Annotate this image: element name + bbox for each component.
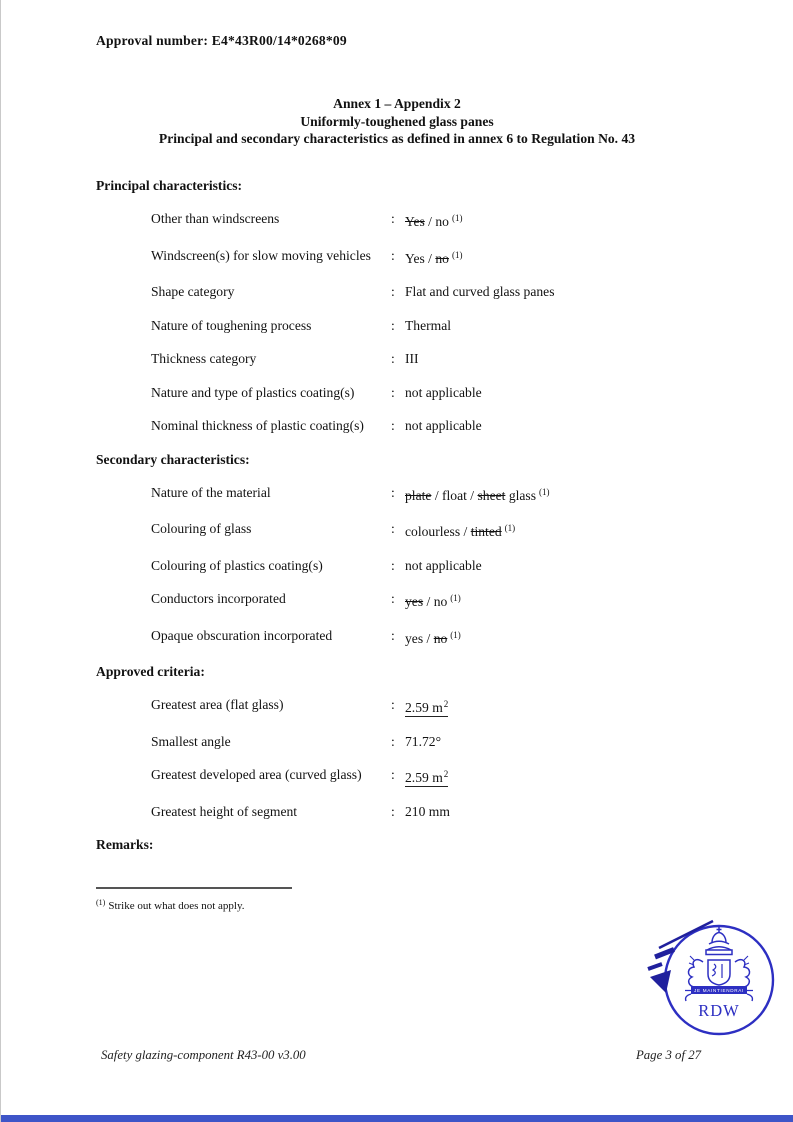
document-title	[1, 95, 793, 148]
row-label: Conductors incorporated	[151, 591, 286, 606]
row-value: III	[405, 351, 419, 366]
row-plastic-coating-thickness: Nominal thickness of plastic coating(s) : not applicable	[151, 418, 482, 433]
row-value: not applicable	[405, 557, 482, 573]
row-label: Thickness category	[151, 351, 257, 366]
row-colouring-of-plastics: Colouring of plastics coating(s) : not applicable	[151, 557, 482, 573]
row-value: yes / no $^{(1)}$	[405, 629, 461, 646]
row-value: yes / no $^{(1)}$	[405, 593, 461, 609]
row-value: Flat and curved glass panes	[405, 284, 555, 299]
row-value: 210 mm	[405, 803, 450, 819]
footnote-divider	[96, 887, 292, 889]
row-value: not applicable	[405, 384, 482, 400]
approval-label: Approval number:	[96, 33, 209, 48]
footnote-ref: (1)	[539, 486, 550, 497]
row-label: Colouring of glass	[151, 521, 252, 536]
footnote-text: Strike out what does not apply.	[108, 900, 245, 912]
signature-strokes	[648, 921, 713, 993]
row-value: plate / float / sheet glass $^{(1)}$	[405, 486, 550, 503]
row-value: 2.59 $m^2$	[405, 769, 449, 785]
title-line-3: Principal and secondary characteristics as defined in annex 6 to Regulation No. 43	[158, 131, 636, 146]
row-conductors-incorporated: Conductors incorporated : yes / no $^{(1)}$	[151, 591, 461, 609]
row-greatest-developed-area: Greatest developed area (curved glass) : 2.59 $m^2$	[151, 767, 449, 785]
lion-right-icon	[735, 956, 750, 989]
stamp-motto: JE MAINTIENDRAI	[693, 988, 745, 994]
footer-page-number: Page 3 of 27	[635, 1048, 701, 1062]
rdw-stamp	[639, 916, 787, 1048]
section-heading-secondary: Secondary characteristics:	[96, 451, 250, 467]
row-greatest-area-flat: Greatest area (flat glass) : 2.59 $m^2$	[151, 697, 449, 715]
row-colouring-of-glass: Colouring of glass : colourless / tinted $^{(1)}$	[151, 521, 516, 539]
footnote-ref: (1)	[450, 593, 461, 603]
row-plastics-coating-type: Nature and type of plastics coating(s) : not applicable	[151, 384, 482, 400]
row-label: Nature of toughening process	[151, 317, 312, 333]
stamp-org-label: RDW	[698, 1001, 740, 1020]
row-value: not applicable	[405, 418, 482, 433]
footnote-ref: (1)	[504, 523, 516, 533]
remarks-heading: Remarks:	[96, 837, 154, 852]
row-label: Nature and type of plastics coating(s)	[151, 384, 355, 400]
shield-icon	[708, 960, 730, 985]
row-shape-category: Shape category : Flat and curved glass panes	[151, 284, 555, 299]
row-value: 71.72°	[405, 733, 442, 749]
row-other-than-windscreens: Other than windscreens : Yes / no $^{(1)}$	[151, 211, 463, 229]
row-label: Greatest area (flat glass)	[151, 697, 284, 712]
row-label: Shape category	[151, 284, 235, 299]
row-label: Opaque obscuration incorporated	[151, 627, 333, 643]
row-label: Windscreen(s) for slow moving vehicles	[151, 247, 371, 263]
row-value: Yes / no $^{(1)}$	[405, 249, 463, 266]
row-opaque-obscuration: Opaque obscuration incorporated : yes / no $^{(1)}$	[151, 627, 461, 646]
page-footer	[101, 1048, 701, 1063]
row-toughening-process: Nature of toughening process : Thermal	[151, 317, 452, 333]
section-heading-principal: Principal characteristics:	[96, 178, 243, 193]
row-label: Greatest developed area (curved glass)	[151, 767, 362, 782]
row-value: Thermal	[405, 317, 452, 333]
row-label: Nominal thickness of plastic coating(s)	[151, 418, 364, 433]
approval-number: E4*43R00/14*0268*09	[211, 33, 347, 48]
row-label: Other than windscreens	[151, 211, 280, 226]
lion-left-icon	[688, 956, 703, 989]
row-label: Nature of the material	[151, 484, 271, 500]
motto-banner	[686, 986, 753, 1001]
row-value: Yes / no $^{(1)}$	[405, 213, 463, 229]
title-line-1: Annex 1 – Appendix 2	[333, 96, 461, 111]
row-greatest-segment-height: Greatest height of segment : 210 mm	[151, 803, 450, 819]
row-smallest-angle: Smallest angle : 71.72°	[151, 733, 442, 749]
footnote-ref: (1)	[451, 249, 463, 260]
footer-document-id: Safety glazing-component R43-00 v3.00	[101, 1048, 306, 1062]
footnote-marker: (1)	[96, 898, 106, 907]
title-line-2: Uniformly-toughened glass panes	[300, 113, 494, 129]
footnote-ref: (1)	[450, 629, 461, 640]
crown-icon	[706, 927, 732, 955]
footnote-ref: (1)	[451, 213, 463, 223]
bottom-accent-bar	[1, 1115, 793, 1122]
row-nature-of-material: Nature of the material : plate / float / sheet glass $^{(1)}$	[151, 484, 550, 503]
approval-number-line	[96, 33, 347, 49]
row-windscreen-slow-moving: Windscreen(s) for slow moving vehicles : Yes / no $^{(1)}$	[151, 247, 463, 266]
row-thickness-category: Thickness category : III	[151, 351, 419, 366]
row-value: 2.59 $m^2$	[405, 699, 449, 715]
row-label: Greatest height of segment	[151, 803, 298, 819]
row-label: Colouring of plastics coating(s)	[151, 557, 323, 573]
row-value: colourless / tinted $^{(1)}$	[405, 523, 516, 539]
document-body	[96, 177, 748, 915]
row-label: Smallest angle	[151, 733, 231, 749]
section-heading-approved: Approved criteria:	[96, 664, 205, 679]
footnote	[96, 894, 748, 915]
